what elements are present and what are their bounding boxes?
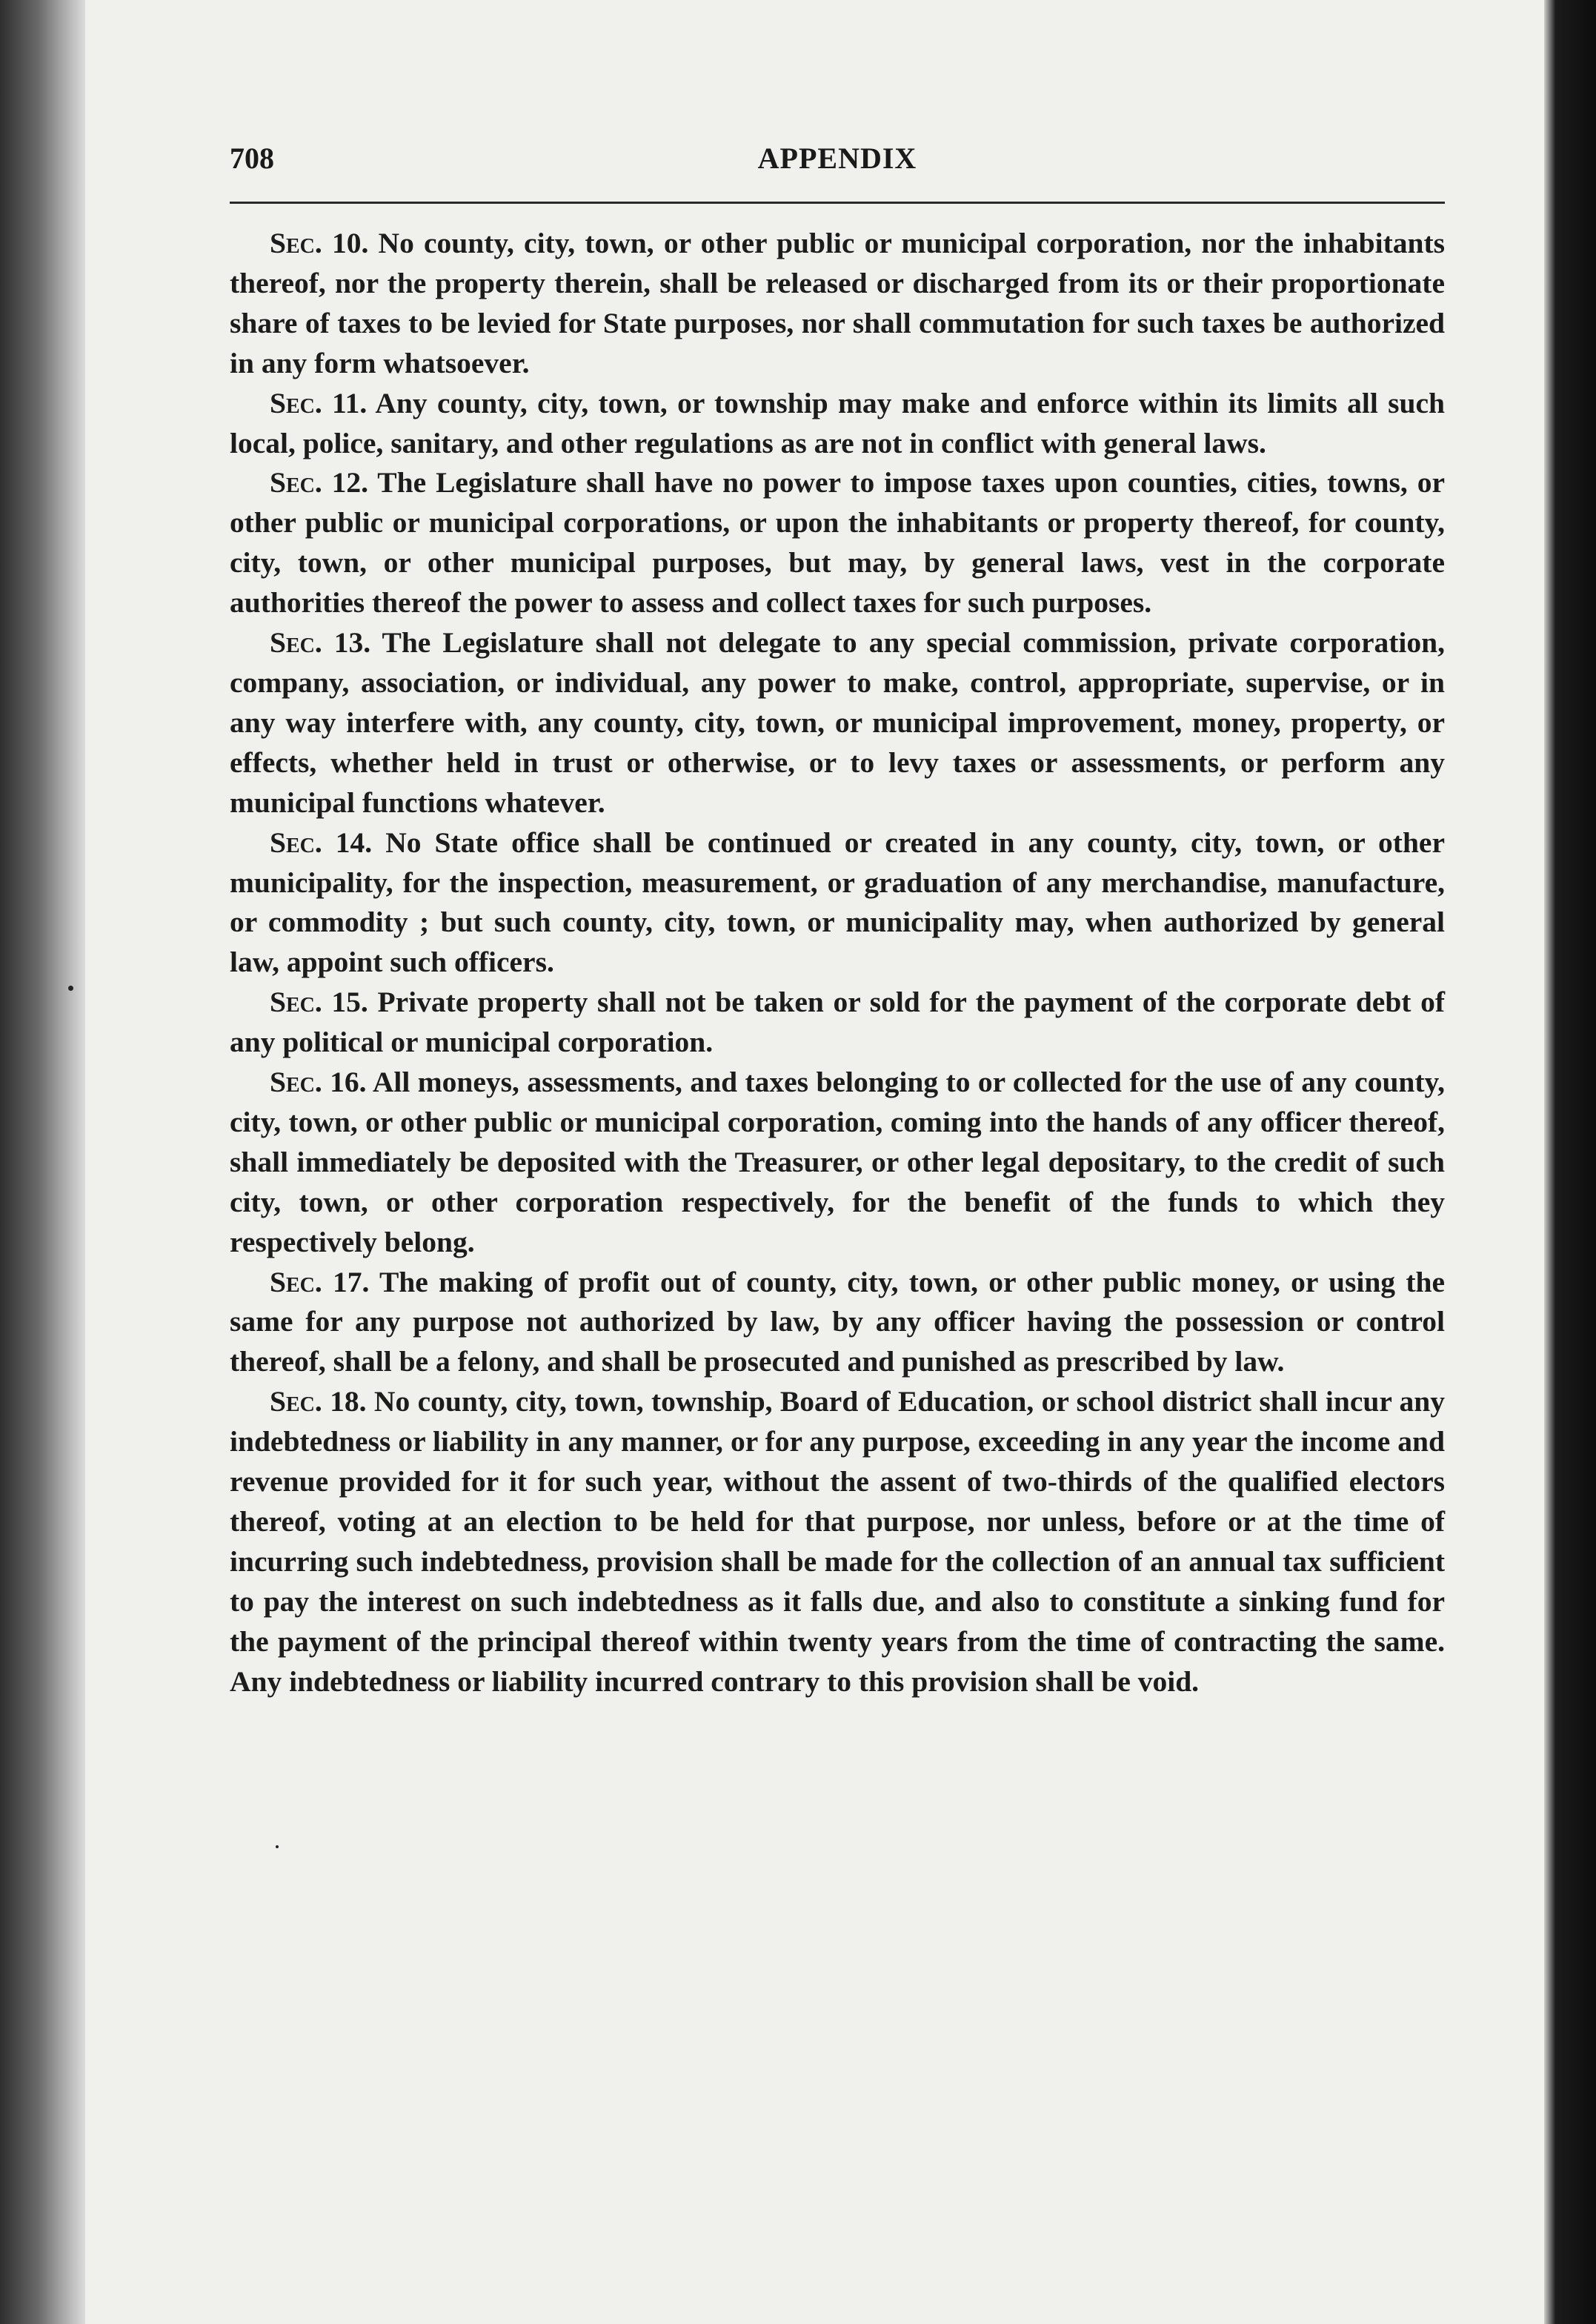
- section-17: [230, 1263, 1445, 1383]
- section-label: Sec. 18.: [270, 1385, 367, 1418]
- section-label: Sec. 13.: [270, 626, 371, 660]
- section-text: No county, city, town, or other public or municipal corporation, nor the inhabitants thereof, nor the property therein, shall be released or discharged from its or their proportionate share of taxes to be levied for State purposes, nor shall commutation for such taxes be authorized in any form whatsoever.: [230, 227, 1445, 379]
- section-label: Sec. 16.: [270, 1066, 367, 1099]
- section-text: The Legislature shall have no power to impose taxes upon counties, cities, towns, or other public or municipal corporations, or upon the inhabitants or property thereof, for county, city, town, or other municipal purposes, but may, by general laws, vest in the corporate authorities thereof the power to assess and collect taxes for such purposes.: [230, 466, 1445, 620]
- section-text: Any county, city, town, or township may make and enforce within its limits all such local, police, sanitary, and other regulations as are not in conflict with general laws.: [230, 386, 1445, 459]
- section-label: Sec. 11.: [270, 386, 368, 419]
- section-12: [230, 463, 1445, 623]
- book-gutter-shadow: [0, 0, 85, 2324]
- scan-speck: [276, 1845, 279, 1848]
- section-label: Sec. 12.: [270, 466, 369, 499]
- section-16: [230, 1063, 1445, 1263]
- section-text: The making of profit out of county, city, town, or other public money, or using the same for any purpose not authorized by law, by any officer having the possession or control thereof, shall be a felony, and shall be prosecuted and punished as prescribed by law.: [230, 1265, 1445, 1378]
- section-15: [230, 983, 1445, 1063]
- section-text: Private property shall not be taken or sold for the payment of the corporate debt of any political or municipal corporation.: [230, 986, 1446, 1059]
- section-text: No State office shall be continued or created in any county, city, town, or other municipality, for the inspection, measurement, or graduation of any merchandise, manufacture, or commodity ; but such county, city, town, or municipality may, when authorized by general law, appoint such officers.: [230, 826, 1445, 979]
- section-label: Sec. 14.: [270, 826, 373, 859]
- section-text: The Legislature shall not delegate to any special commission, private corporation, company, association, or individual, any power to make, control, appropriate, supervise, or in any way interfere with, any county, city, town, or municipal improvement, money, property, or effects, whether held in trust or otherwise, or to levy taxes or assessments, or perform any municipal functions whatever.: [230, 626, 1445, 819]
- running-head: APPENDIX: [757, 142, 917, 175]
- section-13: [230, 623, 1445, 823]
- page-number: 708: [230, 142, 274, 175]
- scan-speck: [68, 986, 73, 991]
- section-label: Sec. 17.: [270, 1265, 370, 1298]
- section-10: [230, 224, 1445, 384]
- section-14: [230, 823, 1445, 983]
- page-header: [230, 141, 1445, 185]
- section-text: All moneys, assessments, and taxes belonging to or collected for the use of any county, city, town, or other public or municipal corporation, coming into the hands of any officer thereof, shall immediately be deposited with the Treasurer, or other legal depositary, to the credit of such city, town, or other corporation respectively, for the benefit of the funds to which they respectively belong.: [230, 1066, 1445, 1258]
- section-label: Sec. 10.: [270, 227, 369, 259]
- section-18: [230, 1382, 1445, 1702]
- section-label: Sec. 15.: [270, 986, 368, 1019]
- section-text: No county, city, town, township, Board of Education, or school district shall incur any indebtedness or liability in any manner, or for any purpose, exceeding in any year the income and revenue provided for it for such year, without the assent of two-thirds of the qualified electors thereof, voting at an election to be held for that purpose, nor unless, before or at the time of incurring such indebtedness, provision shall be made for the collection of an annual tax sufficient to pay the interest on such indebtedness as it falls due, and also to constitute a sinking fund for the payment of the principal thereof within twenty years from the time of contracting the same. Any indebtedness or liability incurred contrary to this provision shall be void.: [230, 1385, 1445, 1698]
- book-edge-shadow: [1544, 0, 1596, 2324]
- header-rule: [230, 202, 1445, 204]
- page-body: [230, 224, 1445, 1702]
- section-11: [230, 384, 1445, 464]
